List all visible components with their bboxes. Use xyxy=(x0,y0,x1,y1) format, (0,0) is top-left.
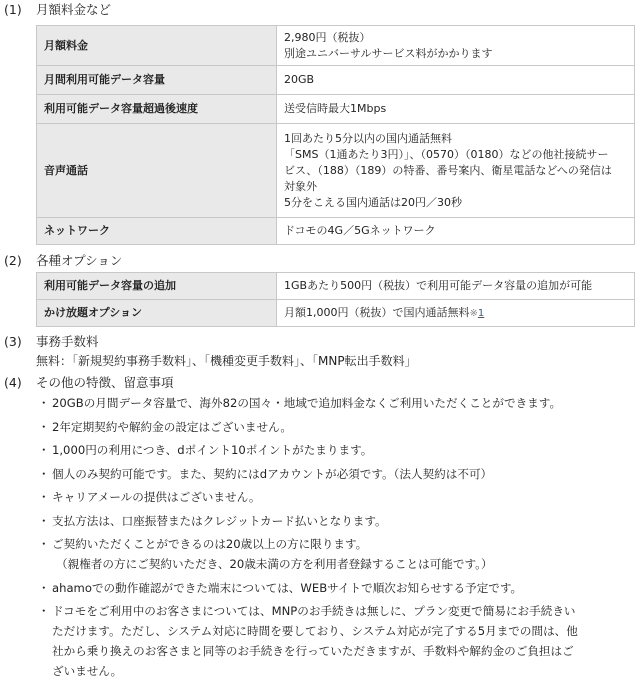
bullet: ・ xyxy=(38,466,50,481)
item-line: ご契約いただくことができるのは20歳以上の方に限ります。 xyxy=(52,537,368,551)
option-table xyxy=(36,272,635,327)
row-value xyxy=(277,300,635,327)
row-value: 1GBあたり500円（税抜）で利用可能データ容量の追加が可能 xyxy=(277,273,635,300)
row-value: ドコモの4G／5Gネットワーク xyxy=(277,218,635,245)
item-line: 社から乗り換えのお客さまと同等のお手続きを行っていただきますが、手数料や解約金のご負担はご xyxy=(52,644,574,658)
list-item xyxy=(36,417,636,437)
bullet: ・ xyxy=(38,537,50,551)
item-line: 支払方法は、口座振替またはクレジットカード払いとなります。 xyxy=(52,513,387,528)
table-row xyxy=(37,66,635,95)
list-item xyxy=(36,534,636,574)
section-2-heading xyxy=(4,253,122,269)
notes-list xyxy=(36,393,636,685)
row-label: 利用可能データ容量超過後速度 xyxy=(37,95,277,124)
row-value xyxy=(277,26,635,66)
table-row xyxy=(37,26,635,66)
section-number: (4) xyxy=(4,375,22,390)
value-line: 1回あたり5分以内の国内通話無料 xyxy=(284,131,452,145)
value-line: 2,980円（税抜） xyxy=(284,30,371,44)
row-label: ネットワーク xyxy=(37,218,277,245)
footnote-mark: ※ xyxy=(469,307,478,319)
table-row xyxy=(37,273,635,300)
row-label: かけ放題オプション xyxy=(37,300,277,327)
section-number: (2) xyxy=(4,253,22,268)
bullet: ・ xyxy=(38,604,50,618)
item-line: 2年定期契約や解約金の設定はございません。 xyxy=(52,419,292,434)
bullet: ・ xyxy=(38,419,50,434)
item-line: キャリアメールの提供はございません。 xyxy=(52,490,261,504)
row-value: 送受信時最大1Mbps xyxy=(277,95,635,124)
row-value: 20GB xyxy=(277,66,635,95)
fees-text: 無料：「新規契約事務手数料」、「機種変更手数料」、「MNP転出手数料」 xyxy=(36,354,417,368)
section-title: 事務手数料 xyxy=(36,334,99,349)
item-line: ざいません。 xyxy=(52,664,123,678)
table-row xyxy=(37,95,635,124)
section-title: 各種オプション xyxy=(36,253,123,268)
section-4-heading xyxy=(4,375,174,391)
value-line: 5分をこえる国内通話は20円／30秒 xyxy=(284,195,462,209)
item-line: ahamoでの動作確認ができた端末については、WEBサイトで順次お知らせする予定です。 xyxy=(52,580,523,595)
bullet: ・ xyxy=(38,490,50,504)
bullet: ・ xyxy=(38,443,50,457)
list-item xyxy=(36,601,636,681)
value-line: ビス、（188）（189）の特番、番号案内、衛星電話などへの発信は xyxy=(284,163,612,177)
table-row xyxy=(37,218,635,245)
plan-table xyxy=(36,25,635,245)
value-text: 月額1,000円（税抜）で国内通話無料 xyxy=(284,305,470,319)
value-line: 別途ユニバーサルサービス料がかかります xyxy=(284,46,493,60)
item-line: 個人のみ契約可能です。また、契約にはdアカウントが必須です。（法人契約は不可） xyxy=(52,466,493,481)
item-line: ただけます。ただし、システム対応に時間を要しており、システム対応が完了する5月までの間は、他 xyxy=(52,624,578,638)
value-line: 「SMS（1通あたり3円）」、（0570）（0180）などの他社接続サー xyxy=(284,147,609,161)
section-number: (3) xyxy=(4,334,22,349)
row-value xyxy=(277,124,635,218)
item-line: 1,000円の利用につき、dポイント10ポイントがたまります。 xyxy=(52,443,373,457)
list-item xyxy=(36,487,636,507)
row-label: 月間利用可能データ容量 xyxy=(37,66,277,95)
row-label: 利用可能データ容量の追加 xyxy=(37,273,277,300)
row-label: 音声通話 xyxy=(37,124,277,218)
list-item xyxy=(36,578,636,598)
bullet: ・ xyxy=(38,580,50,595)
section-3-heading xyxy=(4,334,99,350)
item-line: （親権者の方にご契約いただき、20歳未満の方を利用者登録することは可能です。） xyxy=(56,557,493,571)
footnote-link[interactable]: 1 xyxy=(477,307,485,319)
item-line: ドコモをご利用中のお客さまについては、MNPのお手続きは無しに、プラン変更で簡易にお手続きい xyxy=(52,604,576,618)
section-number: (1) xyxy=(4,2,22,17)
table-row xyxy=(37,300,635,327)
list-item xyxy=(36,464,636,484)
item-line: 20GBの月間データ容量で、海外82の国々・地域で追加料金なくご利用いただくことができます。 xyxy=(52,396,562,410)
section-1-heading xyxy=(4,2,111,18)
row-label: 月額料金 xyxy=(37,26,277,66)
table-row xyxy=(37,124,635,218)
section-title: その他の特徴、留意事項 xyxy=(36,375,174,390)
list-item xyxy=(36,511,636,531)
bullet: ・ xyxy=(38,396,50,410)
value-line: 対象外 xyxy=(284,179,317,193)
list-item xyxy=(36,393,636,413)
list-item xyxy=(36,440,636,460)
section-title: 月額料金など xyxy=(36,2,112,17)
bullet: ・ xyxy=(38,513,50,528)
